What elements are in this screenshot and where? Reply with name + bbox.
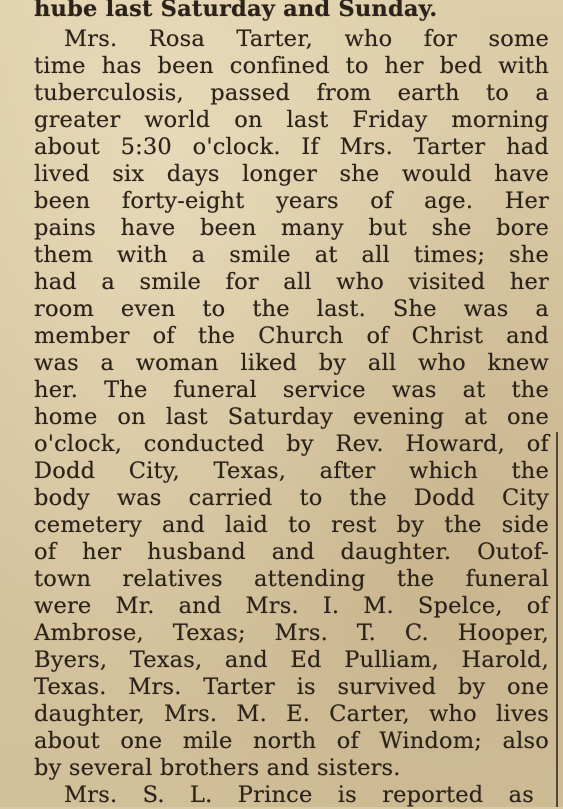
article-line: room even to the last. She was a: [34, 296, 549, 322]
column-rule: [556, 432, 558, 807]
article-line: Dodd City, Texas, after which the: [34, 458, 549, 484]
article-line: home on last Saturday evening at one: [34, 404, 549, 430]
article-line: tuberculosis, passed from earth to a: [34, 80, 549, 106]
article-line: Mrs. Rosa Tarter, who for some: [64, 26, 549, 52]
article-line: her. The funeral service was at the: [34, 377, 549, 403]
article-line: body was carried to the Dodd City: [34, 485, 549, 511]
article-line: pains have been many but she bore: [34, 215, 549, 241]
article-line: greater world on last Friday morning: [34, 107, 549, 133]
article-line: of her husband and daughter. Outof-: [34, 539, 549, 565]
article-line: town relatives attending the funeral: [34, 566, 549, 592]
article-line-last: by several brothers and sisters.: [34, 755, 401, 781]
article-line: o'clock, conducted by Rev. Howard, of: [34, 431, 549, 457]
article-line: Texas. Mrs. Tarter is survived by one: [34, 674, 549, 700]
previous-item-tail: hube last Saturday and Sunday.: [34, 0, 438, 22]
next-item-head: Mrs. S. L. Prince is reported as: [64, 782, 534, 808]
article-line: Ambrose, Texas; Mrs. T. C. Hooper,: [34, 620, 549, 646]
article-line: member of the Church of Christ and: [34, 323, 549, 349]
article-line: lived six days longer she would have: [34, 161, 549, 187]
article-line: Byers, Texas, and Ed Pulliam, Harold,: [34, 647, 549, 673]
article-line: them with a smile at all times; she: [34, 242, 549, 268]
article-line: been forty-eight years of age. Her: [34, 188, 549, 214]
article-line: was a woman liked by all who knew: [34, 350, 549, 376]
article-line: time has been confined to her bed with: [34, 53, 549, 79]
article-line: had a smile for all who visited her: [34, 269, 549, 295]
article-line: daughter, Mrs. M. E. Carter, who lives: [34, 701, 549, 727]
article-line: about 5:30 o'clock. If Mrs. Tarter had: [34, 134, 549, 160]
article-line: about one mile north of Windom; also: [34, 728, 549, 754]
article-line: were Mr. and Mrs. I. M. Spelce, of: [34, 593, 549, 619]
article-line: cemetery and laid to rest by the side: [34, 512, 549, 538]
